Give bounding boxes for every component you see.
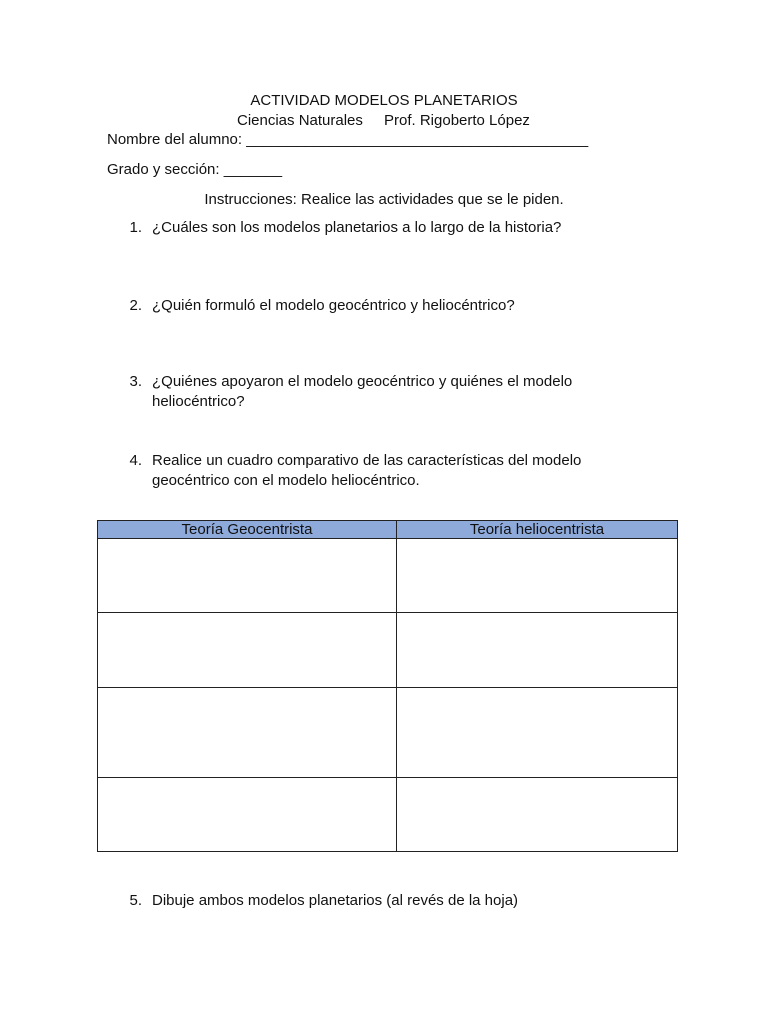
question-number: 4. <box>129 452 142 469</box>
comparison-table <box>97 520 678 852</box>
table-header-row <box>98 521 678 539</box>
table-cell[interactable] <box>397 613 678 688</box>
question-number: 2. <box>129 297 142 314</box>
question-text: Realice un cuadro comparativo de las características del modelo geocéntrico con el modelo heliocéntrico. <box>152 452 582 489</box>
table-cell[interactable] <box>397 688 678 778</box>
table-row <box>98 778 678 852</box>
teacher-label: Prof. Rigoberto López <box>384 112 530 129</box>
table-cell[interactable] <box>98 613 397 688</box>
table-row <box>98 539 678 613</box>
question-text: ¿Cuáles son los modelos planetarios a lo largo de la historia? <box>152 219 562 236</box>
table-cell[interactable] <box>98 539 397 613</box>
question-number: 5. <box>129 892 142 909</box>
question-text: ¿Quién formuló el modelo geocéntrico y heliocéntrico? <box>152 297 515 314</box>
table-cell[interactable] <box>397 778 678 852</box>
table-cell[interactable] <box>98 778 397 852</box>
worksheet-title: ACTIVIDAD MODELOS PLANETARIOS <box>250 92 518 109</box>
instructions-text: Instrucciones: Realice las actividades que se le piden. <box>204 191 564 208</box>
table-row <box>98 688 678 778</box>
question-text: ¿Quiénes apoyaron el modelo geocéntrico y quiénes el modelo heliocéntrico? <box>152 373 573 410</box>
student-name-field: Nombre del alumno: _________________________________________ <box>107 131 589 148</box>
header-geocentric: Teoría Geocentrista <box>98 521 397 539</box>
header-heliocentric: Teoría heliocentrista <box>397 521 678 539</box>
table-cell[interactable] <box>98 688 397 778</box>
question-number: 1. <box>129 219 142 236</box>
table-cell[interactable] <box>397 539 678 613</box>
question-text: Dibuje ambos modelos planetarios (al revés de la hoja) <box>152 892 519 909</box>
subject-label: Ciencias Naturales <box>237 112 363 129</box>
question-number: 3. <box>129 373 142 390</box>
grade-section-field: Grado y sección: _______ <box>107 161 283 178</box>
table-row <box>98 613 678 688</box>
